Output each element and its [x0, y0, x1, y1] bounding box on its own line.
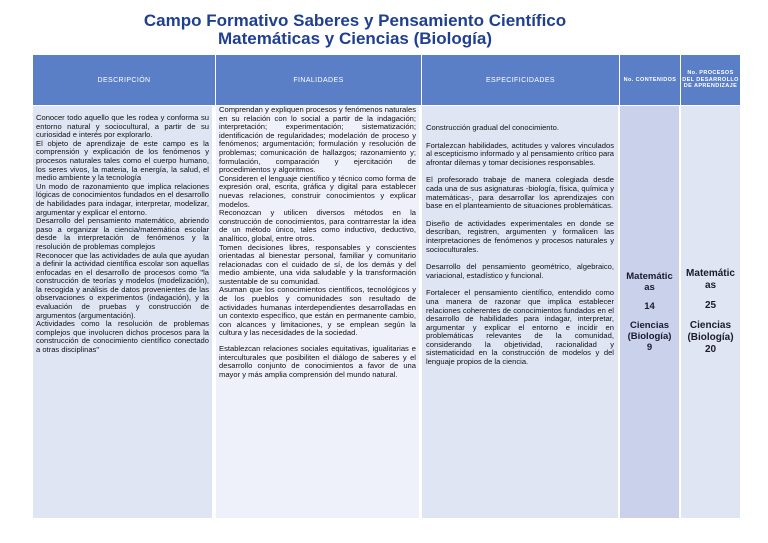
title-line-1: Campo Formativo Saberes y Pensamiento Científico: [143, 11, 567, 30]
header-finalidades: FINALIDADES: [216, 55, 422, 105]
especificidades-paragraph: El profesorado trabaje de manera colegiada desde cada una de sus asignaturas -biología, física, química y matemáticas-, para desarrollar los aprendizajes con base en el planteamiento de situaciones problemáticas.: [426, 175, 614, 211]
header-contenidos: No. CONTENIDOS: [620, 55, 681, 105]
procesos-cien-count: 20: [704, 344, 717, 355]
especificidades-paragraph: Fortalezcan habilidades, actitudes y valores vinculados al escepticismo informado y al pensamiento crítico para afrontar dilemas y tomar decisiones responsables.: [426, 140, 614, 167]
procesos-mat-count: 25: [704, 300, 717, 311]
descripcion-cell: [33, 106, 212, 518]
procesos-mat-label: Matemátic: [686, 268, 735, 279]
table-body: [33, 106, 740, 518]
header-descripcion: DESCRIPCIÓN: [33, 55, 216, 105]
descripcion-paragraph: Actividades como la resolución de problemas complejos que involucren dichos procesos para la construcción de conocimiento científico conectado a otras disciplinas": [36, 319, 209, 355]
procesos-cell: [681, 106, 740, 518]
contenidos-cien-count: 9: [646, 342, 653, 353]
descripcion-paragraph: Conocer todo aquello que les rodea y conforma su entorno natural y sociocultural, a partir de su curiosidad e interés por explorarlo.: [36, 113, 209, 140]
contenidos-mat-count: 14: [644, 301, 655, 312]
procesos-mat-label-cont: as: [704, 280, 717, 291]
header-procesos: No. PROCESOS DEL DESARROLLO DE APRENDIZAJE: [682, 70, 739, 90]
descripcion-paragraph: Reconocer que las actividades de aula que ayudan a definir la actividad científica escolar son aquellas enfocadas en el desarrollo de procesos como "la construcción de teorías y modelos (modelización), la recogida y análisis de datos provenientes de las observaciones o experimentos (indagación), y la evaluación de pruebas y construcción de argumentos (argumentación).: [36, 250, 209, 320]
contenidos-cien-label: Ciencias: [629, 320, 670, 331]
finalidades-paragraph: Asuman que los conocimientos científicos, tecnológicos y de los pueblos y comunidades son resultado de actividades humanas interdependientes desarrolladas en un contexto específico, que están en permanente cambio, con alcances y limitaciones, y se emplean según la cultura y las necesidades de la sociedad.: [219, 285, 416, 338]
descripcion-paragraph: Desarrollo del pensamiento matemático, abriendo paso a organizar la ciencia/matemática escolar desde la interpretación de fenómenos y la resolución de problemas complejos: [36, 216, 209, 251]
contenidos-cell: [620, 106, 679, 518]
finalidades-cell: [216, 106, 419, 518]
finalidades-paragraph: Comprendan y expliquen procesos y fenómenos naturales en su relación con lo social a partir de la indagación; interpretación; experimentación; sistematización; identificación de regularidades; modelación de proceso y fenómenos; argumentación; formulación y resolución de problemas; comunicación de hallazgos; razonamiento y; formulación, comparación y ejercitación de procedimientos y algoritmos.: [219, 106, 416, 175]
finalidades-paragraph: Tomen decisiones libres, responsables y conscientes orientadas al bienestar personal, familiar y comunitario relacionadas con el cuidado de sí, de los demás y del medio ambiente, una vida saludable y la transformación sustentable de su comunidad.: [219, 242, 416, 286]
especificidades-paragraph: Construcción gradual del conocimiento.: [426, 123, 559, 132]
finalidades-paragraph: Establezcan relaciones sociales equitativas, igualitarias e interculturales que posibiliten el diálogo de saberes y el desarrollo conjunto de conocimientos a favor de una mayor y más amplia comprensión del mundo natural.: [219, 344, 416, 379]
especificidades-cell: [422, 106, 618, 518]
especificidades-paragraph: Desarrollo del pensamiento geométrico, algebraico, variacional, estadístico y funcional.: [426, 262, 614, 280]
descripcion-paragraph: El objeto de aprendizaje de este campo es la comprensión y explicación de los fenómenos y procesos naturales tales como el cuerpo humano, los seres vivos, la materia, la energía, la salud, el medio ambiente y la tecnología: [36, 138, 209, 183]
descripcion-paragraph: Un modo de razonamiento que implica relaciones lógicas de conocimientos fundados en el desarrollo de habilidades para indagar, interpretar, modelizar, argumentar y explicar el entorno.: [36, 181, 209, 217]
title-line-2: Matemáticas y Ciencias (Biología): [218, 29, 492, 48]
contenidos-mat-label-cont: as: [644, 282, 655, 293]
finalidades-paragraph: Consideren el lenguaje científico y técnico como forma de expresión oral, escrita, gráfica y digital para establecer nuevas relaciones, construir conocimientos y explicar modelos.: [219, 173, 416, 209]
procesos-cien-label: Ciencias: [689, 320, 732, 331]
contenidos-bio-label: (Biología): [627, 331, 672, 342]
especificidades-paragraph: Diseño de actividades experimentales en donde se describan, registren, argumenten y formalicen las interpretaciones de fenómenos y procesos naturales y socioculturales.: [426, 218, 614, 254]
procesos-bio-label: (Biología): [687, 332, 734, 343]
especificidades-paragraph: Fortalecer el pensamiento científico, entendido como una manera de razonar que implica establecer relaciones coherentes de conocimientos fundados en el desarrollo de habilidades para indagar, interpretar, argumentar y explicar el entorno e incidir en problemáticas relevantes de la comunidad, considerando la objetividad, racionalidad y sistematicidad en la construcción de modelos y del lenguaje propios de la ciencia.: [426, 288, 614, 367]
finalidades-paragraph: Reconozcan y utilicen diversos métodos en la construcción de conocimientos, para contrarrestar la idea de un método único, tales como inductivo, deductivo, analítico, global, entre otros.: [219, 208, 416, 243]
table-header: [33, 55, 740, 105]
document-title: [0, 12, 710, 48]
contenidos-mat-label: Matemátic: [626, 271, 673, 282]
header-especificidades: ESPECIFICIDADES: [422, 55, 620, 105]
